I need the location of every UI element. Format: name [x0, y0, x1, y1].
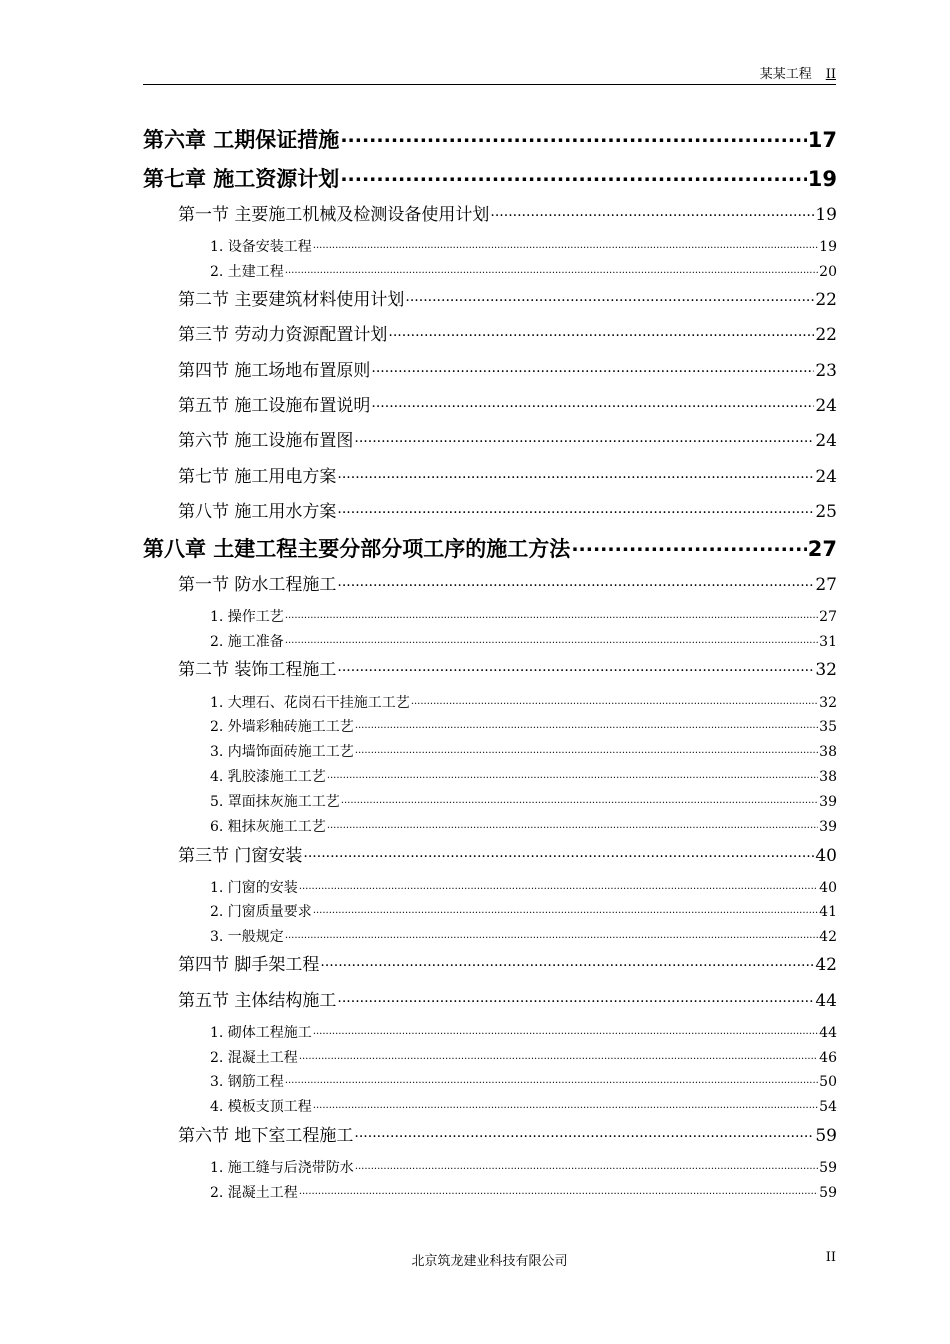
toc-page-number: 24 — [815, 431, 837, 451]
toc-dot-leader — [313, 1097, 818, 1111]
toc-entry-title: 第一节 防水工程施工 — [178, 575, 337, 595]
toc-page-number: 44 — [819, 1025, 837, 1041]
toc-entry-title: 3. 一般规定 — [210, 929, 284, 945]
toc-dot-leader — [313, 902, 818, 916]
toc-entry-title: 第八章 土建工程主要分部分项工序的施工方法 — [143, 537, 571, 561]
toc-section[interactable] — [178, 570, 837, 595]
toc-section[interactable] — [178, 285, 837, 310]
toc-entry-title: 1. 操作工艺 — [210, 609, 284, 625]
toc-section[interactable] — [178, 320, 837, 345]
toc-section[interactable] — [178, 200, 837, 225]
toc-dot-leader — [411, 693, 818, 707]
toc-item[interactable] — [210, 816, 837, 836]
toc-section[interactable] — [178, 655, 837, 680]
toc-chapter[interactable] — [143, 163, 837, 193]
toc-dot-leader — [313, 1023, 818, 1037]
toc-dot-leader — [303, 844, 814, 861]
toc-entry-title: 2. 土建工程 — [210, 264, 284, 280]
toc-entry-title: 3. 钢筋工程 — [210, 1074, 284, 1090]
toc-entry-title: 4. 乳胶漆施工工艺 — [210, 769, 326, 785]
toc-item[interactable] — [210, 236, 837, 256]
toc-chapter[interactable] — [143, 533, 837, 563]
toc-entry-title: 1. 施工缝与后浇带防水 — [210, 1160, 354, 1176]
toc-page-number: 27 — [807, 537, 837, 561]
toc-section[interactable] — [178, 986, 837, 1011]
toc-item[interactable] — [210, 766, 837, 786]
toc-page-number: 22 — [815, 325, 837, 345]
toc-item[interactable] — [210, 926, 837, 946]
toc-item[interactable] — [210, 1096, 837, 1116]
toc-dot-leader — [285, 632, 818, 646]
toc-dot-leader — [340, 165, 806, 186]
toc-dot-leader — [320, 953, 814, 970]
toc-entry-title: 5. 罩面抹灰施工工艺 — [210, 794, 340, 810]
toc-dot-leader — [337, 500, 814, 517]
toc-item[interactable] — [210, 901, 837, 921]
toc-dot-leader — [337, 989, 814, 1006]
toc-dot-leader — [337, 658, 814, 675]
toc-entry-title: 2. 施工准备 — [210, 634, 284, 650]
toc-entry-title: 4. 模板支顶工程 — [210, 1099, 312, 1115]
toc-page-number: 25 — [815, 502, 837, 522]
toc-page-number: 19 — [815, 205, 837, 225]
toc-dot-leader — [355, 742, 818, 756]
toc-page-number: 22 — [815, 290, 837, 310]
toc-page-number: 41 — [819, 904, 837, 920]
page-header — [143, 68, 836, 85]
toc-dot-leader — [388, 323, 814, 340]
toc-item[interactable] — [210, 1157, 837, 1177]
toc-entry-title: 第三节 劳动力资源配置计划 — [178, 325, 388, 345]
toc-item[interactable] — [210, 791, 837, 811]
toc-page-number: 39 — [819, 819, 837, 835]
toc-page-number: 39 — [819, 794, 837, 810]
toc-entry-title: 第二节 装饰工程施工 — [178, 660, 337, 680]
toc-entry-title: 2. 门窗质量要求 — [210, 904, 312, 920]
toc-dot-leader — [341, 792, 818, 806]
toc-page-number: 20 — [819, 264, 837, 280]
toc-page-number: 59 — [819, 1185, 837, 1201]
toc-entry-title: 2. 混凝土工程 — [210, 1050, 298, 1066]
toc-chapter[interactable] — [143, 124, 837, 154]
toc-page-number: 42 — [819, 929, 837, 945]
toc-entry-title: 第七章 施工资源计划 — [143, 167, 340, 191]
toc-item[interactable] — [210, 1182, 837, 1202]
toc-page-number: 42 — [815, 955, 837, 975]
toc-page-number: 31 — [819, 634, 837, 650]
toc-item[interactable] — [210, 261, 837, 281]
toc-dot-leader — [354, 1124, 814, 1141]
footer-company: 北京筑龙建业科技有限公司 — [411, 1254, 568, 1269]
toc-page-number: 54 — [819, 1099, 837, 1115]
toc-entry-title: 1. 门窗的安装 — [210, 880, 298, 896]
toc-page-number: 38 — [819, 769, 837, 785]
toc-dot-leader — [490, 203, 814, 220]
toc-page-number: 40 — [819, 880, 837, 896]
toc-dot-leader — [327, 767, 818, 781]
toc-section[interactable] — [178, 497, 837, 522]
toc-dot-leader — [354, 429, 814, 446]
toc-dot-leader — [327, 817, 818, 831]
toc-dot-leader — [299, 1048, 818, 1062]
toc-dot-leader — [337, 465, 814, 482]
toc-section[interactable] — [178, 950, 837, 975]
toc-dot-leader — [299, 878, 818, 892]
toc-section[interactable] — [178, 391, 837, 416]
toc-entry-title: 第三节 门窗安装 — [178, 846, 303, 866]
toc-dot-leader — [299, 1183, 818, 1197]
toc-dot-leader — [313, 237, 818, 251]
toc-entry-title: 第六节 施工设施布置图 — [178, 431, 354, 451]
toc-entry-title: 第四节 脚手架工程 — [178, 955, 320, 975]
toc-dot-leader — [285, 927, 818, 941]
toc-dot-leader — [405, 288, 814, 305]
toc-dot-leader — [355, 1158, 818, 1172]
toc-entry-title: 第四节 施工场地布置原则 — [178, 361, 371, 381]
toc-dot-leader — [285, 607, 818, 621]
toc-entry-title: 2. 外墙彩釉砖施工工艺 — [210, 719, 354, 735]
toc-page-number: 27 — [815, 575, 837, 595]
toc-dot-leader — [285, 262, 818, 276]
toc-page-number: 23 — [815, 361, 837, 381]
toc-section[interactable] — [178, 462, 837, 487]
toc-page-number: 27 — [819, 609, 837, 625]
toc-section[interactable] — [178, 356, 837, 381]
toc-page-number: 38 — [819, 744, 837, 760]
toc-dot-leader — [285, 1072, 818, 1086]
toc-dot-leader — [371, 394, 814, 411]
page-footer — [143, 1250, 836, 1269]
toc-page-number: 50 — [819, 1074, 837, 1090]
toc-entry-title: 第八节 施工用水方案 — [178, 502, 337, 522]
toc-item[interactable] — [210, 741, 837, 761]
header-text — [760, 68, 836, 82]
toc-entry-title: 第六章 工期保证措施 — [143, 128, 340, 152]
toc-page-number: 32 — [819, 695, 837, 711]
toc-section[interactable] — [178, 426, 837, 451]
toc-item[interactable] — [210, 692, 837, 712]
toc-page-number: 17 — [807, 128, 837, 152]
toc-dot-leader — [337, 573, 814, 590]
toc-page-number: 19 — [819, 239, 837, 255]
toc-entry-title: 3. 内墙饰面砖施工工艺 — [210, 744, 354, 760]
toc-page-number: 19 — [807, 167, 837, 191]
toc-entry-title: 第二节 主要建筑材料使用计划 — [178, 290, 405, 310]
toc-page-number: 40 — [815, 846, 837, 866]
toc-item[interactable] — [210, 1022, 837, 1042]
toc-page-number: 32 — [815, 660, 837, 680]
toc-entry-title: 第六节 地下室工程施工 — [178, 1126, 354, 1146]
toc-dot-leader — [340, 126, 806, 147]
toc-item[interactable] — [210, 1047, 837, 1067]
toc-page-number: 24 — [815, 396, 837, 416]
toc-entry-title: 第五节 主体结构施工 — [178, 991, 337, 1011]
toc-entry-title: 2. 混凝土工程 — [210, 1185, 298, 1201]
toc-item[interactable] — [210, 631, 837, 651]
toc-page-number: 35 — [819, 719, 837, 735]
toc-entry-title: 1. 设备安装工程 — [210, 239, 312, 255]
toc-item[interactable] — [210, 716, 837, 736]
toc-entry-title: 第七节 施工用电方案 — [178, 467, 337, 487]
toc-dot-leader — [371, 359, 814, 376]
toc-page-number: 44 — [815, 991, 837, 1011]
toc-page-number: 59 — [815, 1126, 837, 1146]
toc-entry-title: 1. 大理石、花岗石干挂施工工艺 — [210, 695, 410, 711]
toc-page-number: 59 — [819, 1160, 837, 1176]
toc-entry-title: 6. 粗抹灰施工工艺 — [210, 819, 326, 835]
toc-item[interactable] — [210, 1071, 837, 1091]
footer-page-number: II — [825, 1250, 836, 1265]
toc-page-number: 24 — [815, 467, 837, 487]
toc-item[interactable] — [210, 606, 837, 626]
toc-page-number: 46 — [819, 1050, 837, 1066]
toc-entry-title: 1. 砌体工程施工 — [210, 1025, 312, 1041]
header-page-number: II — [825, 67, 836, 82]
toc-section[interactable] — [178, 841, 837, 866]
toc-item[interactable] — [210, 877, 837, 897]
toc-entry-title: 第一节 主要施工机械及检测设备使用计划 — [178, 205, 490, 225]
toc-entry-title: 第五节 施工设施布置说明 — [178, 396, 371, 416]
toc-dot-leader — [571, 535, 806, 556]
header-title: 某某工程 — [759, 67, 812, 82]
toc-section[interactable] — [178, 1121, 837, 1146]
toc-dot-leader — [355, 717, 818, 731]
